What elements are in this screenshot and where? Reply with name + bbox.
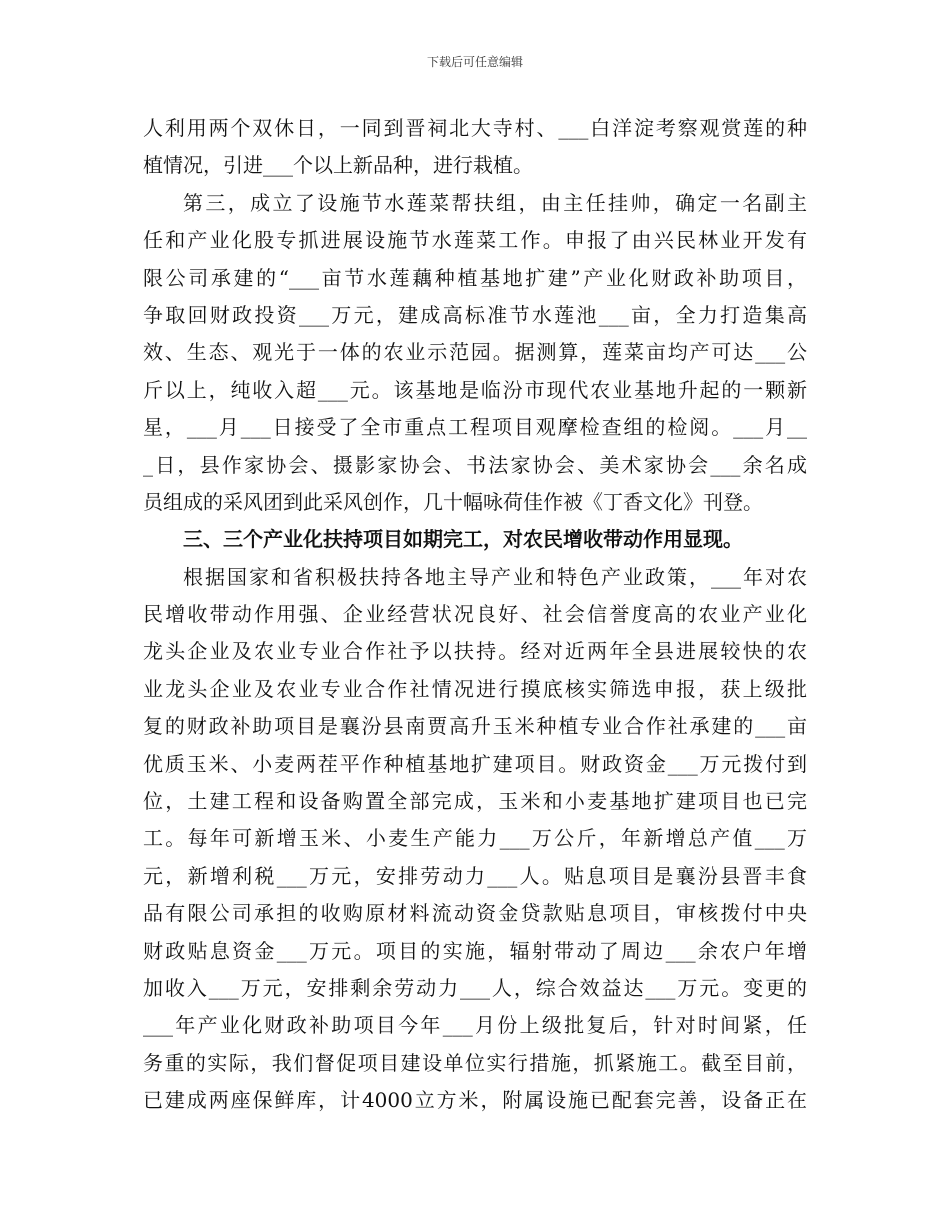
text-line: 争取回财政投资___万元，建成高标准节水莲池___亩，全力打造集高 <box>143 302 807 327</box>
text-line: 工。每年可新增玉米、小麦生产能力___万公斤，年新增总产值___万 <box>143 826 807 851</box>
text-line: 人利用两个双休日，一同到晋祠北大寺村、___白洋淀考察观赏莲的种 <box>143 116 807 140</box>
text-line: 已建成两座保鲜库，计4000立方米，附属设施已配套完善，设备正在 <box>143 1088 807 1113</box>
text-line: 复的财政补助项目是襄汾县南贾高升玉米种植专业合作社承建的___亩 <box>143 714 807 739</box>
document-body <box>143 110 807 1120</box>
text-line: 民增收带动作用强、企业经营状况良好、社会信誉度高的农业产业化 <box>143 602 807 627</box>
text-line: 财政贴息资金___万元。项目的实施，辐射带动了周边___余农户年增 <box>143 938 807 963</box>
text-line: 业龙头企业及农业专业合作社情况进行摸底核实筛选申报，获上级批 <box>143 676 807 701</box>
text-line: 员组成的采风团到此采风创作，几十幅咏荷佳作被《丁香文化》刊登。 <box>143 489 763 514</box>
text-line: ___年产业化财政补助项目今年___月份上级批复后，针对时间紧，任 <box>143 1013 807 1038</box>
text-line: 品有限公司承担的收购原材料流动资金贷款贴息项目，审核拨付中央 <box>143 901 807 926</box>
text-line: 优质玉米、小麦两茬平作种植基地扩建项目。财政资金___万元拨付到 <box>143 751 807 776</box>
section-heading: 三、三个产业化扶持项目如期完工，对农民增收带动作用显现。 <box>183 527 743 552</box>
text-line: _日，县作家协会、摄影家协会、书法家协会、美术家协会___余名成 <box>143 452 807 477</box>
text-line: 加收入___万元，安排剩余劳动力___人，综合效益达___万元。变更的 <box>143 975 807 1000</box>
paragraph-start-line: 第三，成立了设施节水莲菜帮扶组，由主任挂帅，确定一名副主 <box>183 190 807 215</box>
text-line: 限公司承建的“___亩节水莲藕种植基地扩建”产业化财政补助项目， <box>143 265 807 290</box>
text-line: 效、生态、观光于一体的农业示范园。据测算，莲菜亩均产可达___公 <box>143 340 807 365</box>
text-line: 龙头企业及农业专业合作社予以扶持。经对近两年全县进展较快的农 <box>143 639 807 664</box>
text-line: 位，土建工程和设备购置全部完成，玉米和小麦基地扩建项目也已完 <box>143 789 807 814</box>
text-line: 植情况，引进___个以上新品种，进行栽植。 <box>143 153 533 178</box>
text-line: 斤以上，纯收入超___元。该基地是临汾市现代农业基地升起的一颗新 <box>143 377 807 402</box>
page-header: 下载后可任意编辑 <box>426 55 523 69</box>
paragraph-start-line: 根据国家和省积极扶持各地主导产业和特色产业政策，___年对农 <box>183 564 807 589</box>
text-line: 任和产业化股专抓进展设施节水莲菜工作。申报了由兴民林业开发有 <box>143 228 807 253</box>
text-line: 元，新增利税___万元，安排劳动力___人。贴息项目是襄汾县晋丰食 <box>143 863 807 888</box>
text-line: 务重的实际，我们督促项目建设单位实行措施，抓紧施工。截至目前， <box>143 1050 807 1075</box>
text-line: 星，___月___日接受了全市重点工程项目观摩检查组的检阅。___月__ <box>143 415 807 440</box>
